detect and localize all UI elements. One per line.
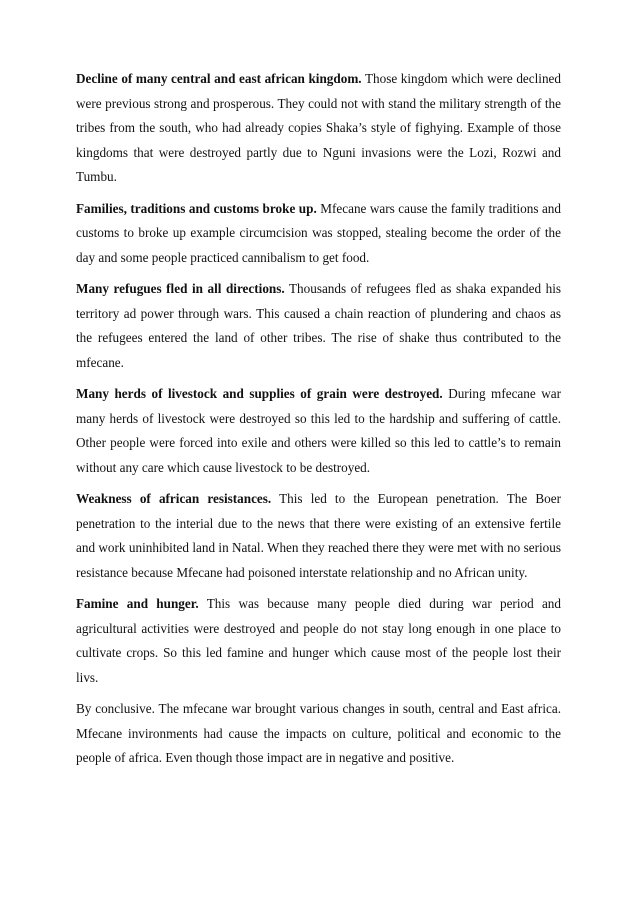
paragraph-text: Thousands of refugees fled as shaka expanded his territory ad power through wars. This caused a chain reaction of plundering and chaos as the refugees entered the land of other tribes. The rise of shake thus contributed to the mfecane. [76, 281, 561, 370]
paragraph-text: Mfecane wars cause the family traditions and customs to broke up example circumcision was stopped, stealing become the order of the day and some people practiced cannibalism to get food. [76, 200, 561, 265]
paragraph-heading: Famine and hunger. [76, 596, 199, 611]
paragraph-famine-hunger [76, 592, 561, 690]
paragraph-weakness-resistances [76, 487, 561, 585]
paragraph-text: This led to the European penetration. The Boer penetration to the interial due to the news that there were existing of an extensive fertile and work uninhibited land in Natal. When they reached there they were met with no serious resistance because Mfecane had poisoned interstate relationship and no African unity. [76, 491, 562, 580]
paragraph-conclusion [76, 697, 561, 771]
paragraph-decline-of-kingdoms [76, 67, 561, 190]
paragraph-heading: Decline of many central and east african kingdom. [76, 71, 362, 86]
paragraph-heading: Families, traditions and customs broke up. [76, 200, 317, 216]
paragraph-text: By conclusive. The mfecane war brought various changes in south, central and East africa. Mfecane invironments had cause the impacts on culture, political and economic to the people of africa. Even though those impact are in negative and positive. [76, 701, 561, 765]
paragraph-heading: Many herds of livestock and supplies of grain were destroyed. [76, 386, 443, 401]
paragraph-text: This was because many people died during war period and agricultural activities were destroyed and people do not stay long enough in one place to cultivate crops. So this led famine and hunger which cause most of the people lost their livs. [76, 596, 561, 685]
paragraph-livestock [76, 382, 561, 480]
paragraph-families-traditions [76, 197, 561, 271]
paragraph-text: Those kingdom which were declined were previous strong and prosperous. They could not with stand the military strength of the tribes from the south, who had already copies Shaka’s style of fighying. Example of those kingdoms that were destroyed partly due to Nguni invasions were the Lozi, Rozwi and Tumbu. [76, 71, 561, 184]
paragraph-text: During mfecane war many herds of livestock were destroyed so this led to the hardship and suffering of cattle. Other people were forced into exile and others were killed so this led to cattle’s to remain without any care which cause livestock to be destroyed. [76, 386, 561, 475]
document-body [76, 67, 561, 778]
paragraph-heading: Weakness of african resistances. [76, 491, 272, 506]
paragraph-heading: Many refugues fled in all directions. [76, 281, 285, 296]
paragraph-refugees [76, 277, 561, 375]
